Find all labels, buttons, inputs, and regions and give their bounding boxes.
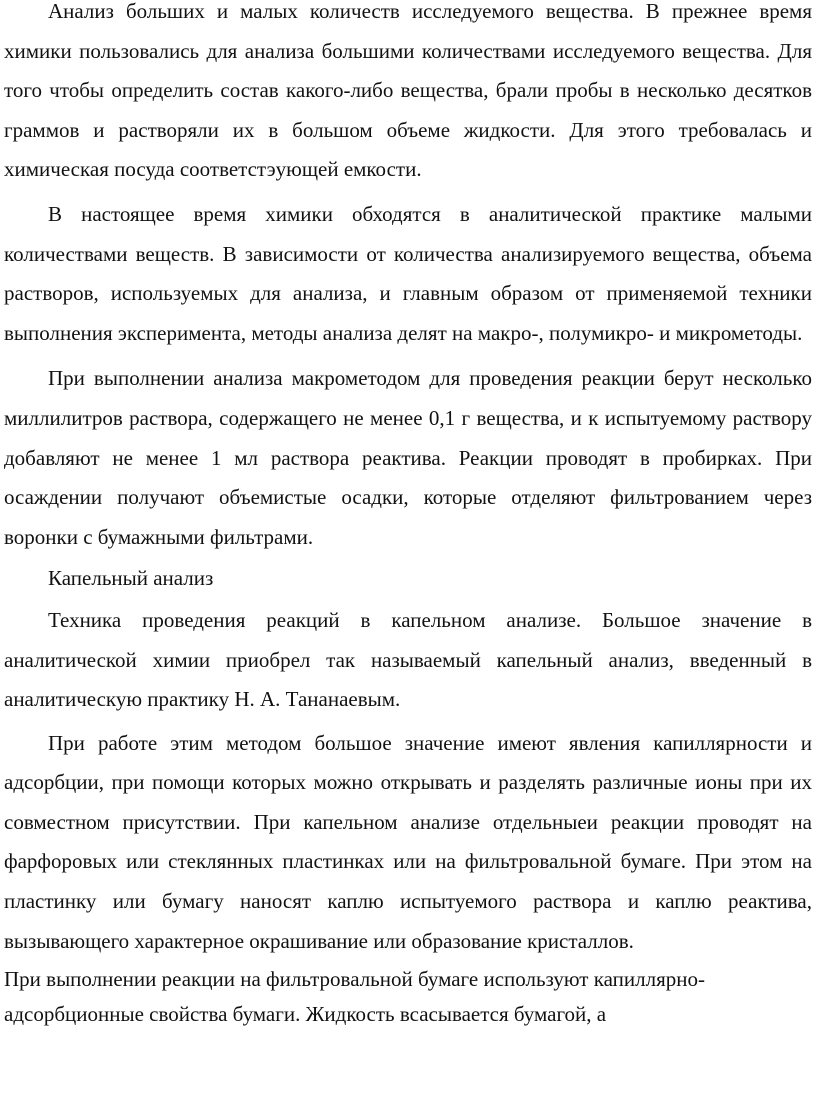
paragraph-capillarity-adsorption: При работе этим методом большое значение имеют явления капиллярности и адсорбции, при помощи которых можно открывать и разделять различные ионы при их совместном присутствии. При капельном анализе отдельныеи реакции проводят на фарфоровых или стеклянных пластинках или на фильтровальной бумаге. При этом на пластинку или бумагу наносят каплю испытуемого раствора и каплю реактива, вызывающего характерное окрашивание или образование кристаллов. xyxy=(4,730,812,953)
paragraph-analysis-quantities: Анализ больших и малых количеств исследуемого вещества. В прежнее время химики пользовались для анализа большими количествами исследуемого вещества. Для того чтобы определить состав какого-либо вещества, брали пробы в несколько десятков граммов и растворяли их в большом объеме жидкости. Для этого требовалась и химическая посуда соответстэующей емкости. xyxy=(4,0,812,182)
paragraph-small-quantities: В настоящее время химики обходятся в аналитической практике малыми количествами веществ. В зависимости от количества анализируемого вещества, объема растворов, используемых для анализа, и главным образом от применяемой техники выполнения эксперимента, методы анализа делят на макро-, полумикро- и микрометоды. xyxy=(4,201,812,345)
section-heading-drop-analysis: Капельный анализ xyxy=(48,566,214,591)
paragraph-macromethod: При выполнении анализа макрометодом для проведения реакции берут несколько миллилитров раствора, содержащего не менее 0,1 г вещества, и к испытуемому раствору добавляют не менее 1 мл раствора реактива. Реакции проводят в пробирках. При осаждении получают объемистые осадки, которые отделяют фильтрованием через воронки с бумажными фильтрами. xyxy=(4,366,812,549)
paragraph-drop-technique: Техника проведения реакций в капельном анализе. Большое значение в аналитической химии приобрел так называемый капельный анализ, введенный в аналитическую практику Н. А. Тананаевым. xyxy=(4,607,812,712)
paragraph-filter-paper: При выполнении реакции на фильтровальной бумаге используют капиллярно-адсорбционные свойства бумаги. Жидкость всасывается бумагой, а xyxy=(4,967,705,1027)
document-page xyxy=(4,0,812,1032)
